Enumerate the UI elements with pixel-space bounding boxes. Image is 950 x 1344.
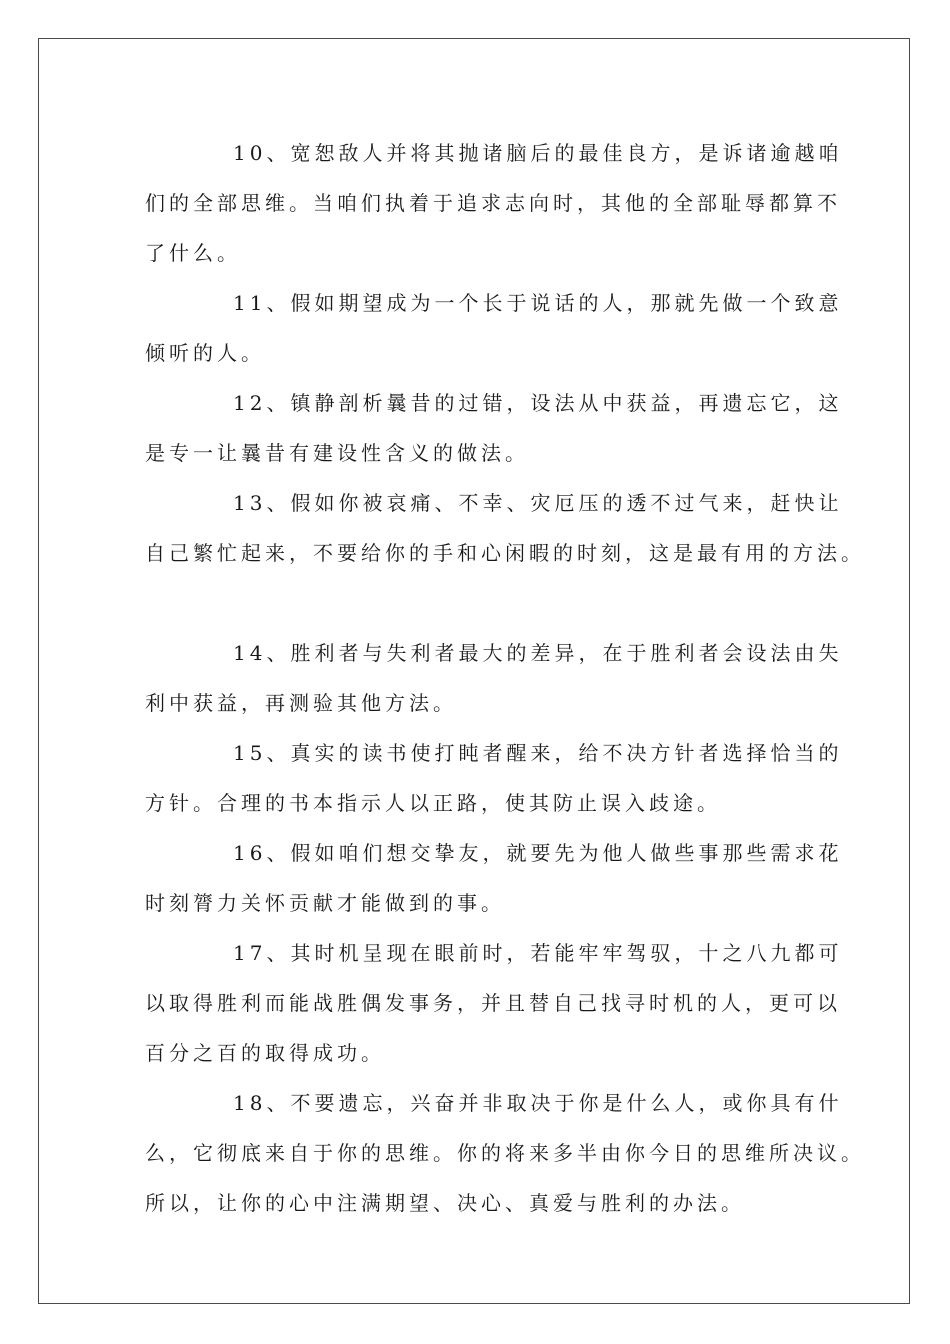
text-line: 所以，让你的心中注满期望、决心、真爱与胜利的办法。 [145,1191,745,1215]
text-line: 时刻膂力关怀贡献才能做到的事。 [145,891,505,915]
paragraph-12 [145,378,843,478]
text-line: 利中获益，再测验其他方法。 [145,691,457,715]
paragraph-16 [145,828,843,928]
text-line: 10、宽恕敌人并将其抛诸脑后的最佳良方，是诉诸逾越咱 [233,141,843,165]
paragraph-14 [145,628,843,728]
paragraph-15 [145,728,843,828]
text-line: 百分之百的取得成功。 [145,1041,385,1065]
paragraph-10 [145,128,843,278]
text-line: 们的全部思维。当咱们执着于追求志向时，其他的全部耻辱都算不 [145,191,841,215]
paragraph-18 [145,1078,865,1228]
text-line: 倾听的人。 [145,341,265,365]
text-line: 以取得胜利而能战胜偶发事务，并且替自己找寻时机的人，更可以 [145,991,841,1015]
text-line: 么，它彻底来自于你的思维。你的将来多半由你今日的思维所决议。 [145,1141,865,1165]
paragraph-11 [145,278,843,378]
text-line: 15、真实的读书使打盹者醒来，给不决方针者选择恰当的 [233,741,843,765]
text-line: 自己繁忙起来，不要给你的手和心闲暇的时刻，这是最有用的方法。 [145,541,865,565]
text-line: 17、其时机呈现在眼前时，若能牢牢驾驭，十之八九都可 [233,941,843,965]
text-line: 方针。合理的书本指示人以正路，使其防止误入歧途。 [145,791,721,815]
text-line: 了什么。 [145,241,241,265]
text-line: 16、假如咱们想交挚友，就要先为他人做些事那些需求花 [233,841,843,865]
text-line: 11、假如期望成为一个长于说话的人，那就先做一个致意 [233,291,843,315]
text-line: 是专一让曩昔有建设性含义的做法。 [145,441,529,465]
text-line: 18、不要遗忘，兴奋并非取决于你是什么人，或你具有什 [233,1091,843,1115]
document-body [145,128,865,1228]
paragraph-17 [145,928,843,1078]
text-line: 12、镇静剖析曩昔的过错，设法从中获益，再遗忘它，这 [233,391,843,415]
text-line: 13、假如你被哀痛、不幸、灾厄压的透不过气来，赶快让 [233,491,843,515]
paragraph-13 [145,478,865,578]
text-line: 14、胜利者与失利者最大的差异，在于胜利者会设法由失 [233,641,843,665]
